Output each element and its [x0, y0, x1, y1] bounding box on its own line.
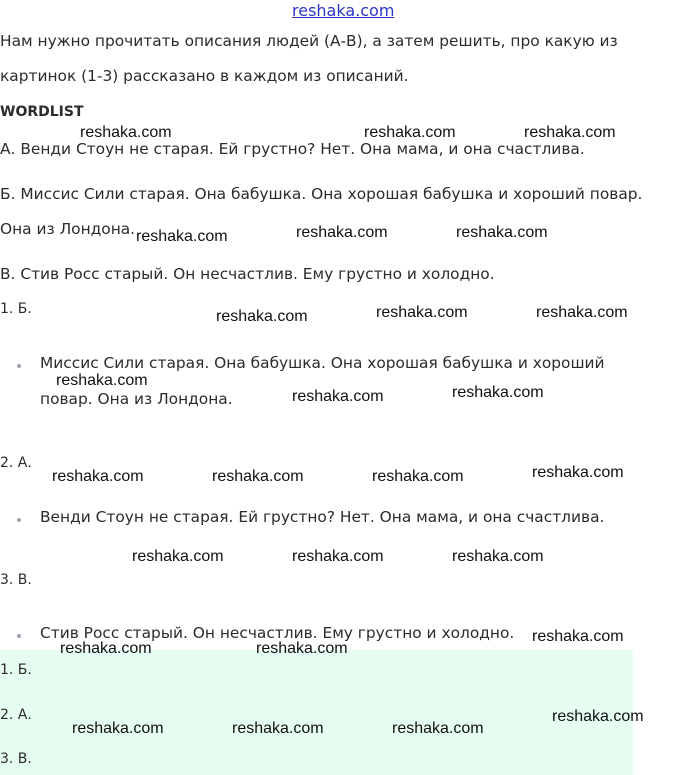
- watermark: reshaka.com: [216, 308, 308, 325]
- site-link[interactable]: reshaka.com: [292, 1, 395, 20]
- item-1-text-line-2: повар. Она из Лондона.: [40, 390, 233, 408]
- watermark: reshaka.com: [296, 224, 388, 241]
- watermark: reshaka.com: [212, 468, 304, 485]
- watermark: reshaka.com: [552, 708, 644, 725]
- watermark: reshaka.com: [392, 720, 484, 737]
- watermark: reshaka.com: [452, 548, 544, 565]
- description-v: В. Стив Росс старый. Он несчастлив. Ему грустно и холодно.: [0, 265, 495, 283]
- watermark: reshaka.com: [52, 468, 144, 485]
- watermark: reshaka.com: [532, 628, 624, 645]
- description-b-line-1: Б. Миссис Сили старая. Она бабушка. Она хорошая бабушка и хороший повар.: [0, 185, 643, 203]
- watermark: reshaka.com: [60, 640, 152, 657]
- watermark: reshaka.com: [536, 304, 628, 321]
- wordlist-heading: WORDLIST: [0, 104, 84, 120]
- watermark: reshaka.com: [80, 124, 172, 141]
- description-a: А. Венди Стоун не старая. Ей грустно? Нет. Она мама, и она счастлива.: [0, 140, 585, 158]
- description-b-line-2: Она из Лондона.: [0, 220, 136, 238]
- answer-2: 2. А.: [0, 707, 32, 723]
- watermark: reshaka.com: [292, 548, 384, 565]
- watermark: reshaka.com: [292, 388, 384, 405]
- answer-3: 3. В.: [0, 751, 32, 767]
- item-2-text: Венди Стоун не старая. Ей грустно? Нет. Она мама, и она счастлива.: [40, 508, 605, 526]
- watermark: reshaka.com: [364, 124, 456, 141]
- item-2-number: 2. А.: [0, 455, 32, 471]
- watermark: reshaka.com: [136, 228, 228, 245]
- watermark: reshaka.com: [72, 720, 164, 737]
- bullet-icon: [17, 634, 21, 638]
- watermark: reshaka.com: [452, 384, 544, 401]
- watermark: reshaka.com: [524, 124, 616, 141]
- watermark: reshaka.com: [456, 224, 548, 241]
- item-3-number: 3. В.: [0, 572, 32, 588]
- watermark: reshaka.com: [372, 468, 464, 485]
- watermark: reshaka.com: [532, 464, 624, 481]
- item-1-number: 1. Б.: [0, 301, 32, 317]
- watermark: reshaka.com: [132, 548, 224, 565]
- watermark: reshaka.com: [256, 640, 348, 657]
- answer-1: 1. Б.: [0, 662, 32, 678]
- intro-line-1: Нам нужно прочитать описания людей (А-В), а затем решить, про какую из: [0, 32, 618, 50]
- item-1-text-line-1: Миссис Сили старая. Она бабушка. Она хорошая бабушка и хороший: [40, 354, 605, 372]
- answer-box: [0, 650, 633, 775]
- bullet-icon: [17, 364, 21, 368]
- item-3-text: Стив Росс старый. Он несчастлив. Ему грустно и холодно.: [40, 624, 515, 642]
- watermark: reshaka.com: [376, 304, 468, 321]
- watermark: reshaka.com: [56, 372, 148, 389]
- watermark: reshaka.com: [232, 720, 324, 737]
- intro-line-2: картинок (1-3) рассказано в каждом из описаний.: [0, 67, 409, 85]
- bullet-icon: [17, 518, 21, 522]
